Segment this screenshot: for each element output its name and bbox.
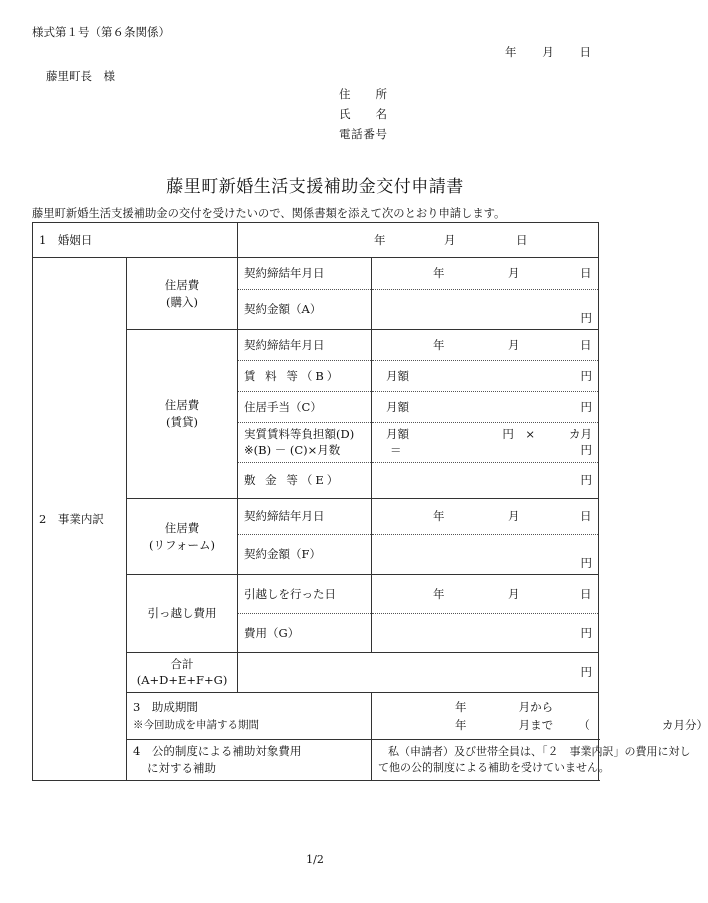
page-number: 1/2 xyxy=(306,853,324,866)
phone-field[interactable] xyxy=(339,126,387,142)
public-aid-label xyxy=(127,740,372,781)
actual-equals: ＝ xyxy=(390,442,402,457)
moving-month: 月 xyxy=(508,586,520,601)
rental-contract-date-label: 契約締結年月日 xyxy=(238,330,372,361)
actual-burden-label xyxy=(238,423,372,463)
rent-yen: 円 xyxy=(580,368,593,383)
public-aid-text-line1: 私（申請者）及び世帯全員は、「２ 事業内訳」の費用に対し xyxy=(388,744,691,758)
allowance-monthly-label: 月額 xyxy=(386,399,410,414)
total-yen: 円 xyxy=(580,665,593,680)
public-aid-text-line2: て他の公的制度による補助を受けていません。 xyxy=(378,761,610,774)
public-aid-label-line1: 4 公的制度による補助対象費用 xyxy=(133,743,302,758)
period-paren-close: カ月分） xyxy=(661,718,708,732)
rent-input[interactable] xyxy=(372,361,599,392)
address-label: 住 所 xyxy=(339,87,387,101)
period-label-line2: ※今回助成を申請する期間 xyxy=(133,718,259,731)
name-label: 氏 名 xyxy=(339,107,387,121)
moving-date-input[interactable] xyxy=(372,575,599,614)
total-input[interactable] xyxy=(238,653,599,693)
reform-day: 日 xyxy=(580,509,592,524)
purchase-day: 日 xyxy=(580,266,592,281)
purchase-contract-date-input[interactable] xyxy=(372,258,599,290)
actual-burden-label-line1: 実質賃料等負担額(D) xyxy=(244,426,355,441)
rent-monthly-label: 月額 xyxy=(386,368,410,383)
period-to-month: 月まで xyxy=(518,718,554,732)
public-aid-statement xyxy=(372,740,691,781)
period-input[interactable] xyxy=(372,693,708,740)
reform-label xyxy=(127,499,238,575)
period-to-year: 年 xyxy=(455,718,467,732)
purchase-year: 年 xyxy=(433,266,445,281)
actual-burden-label-line2: ※(B) － (C)×月数 xyxy=(244,442,341,457)
moving-label: 引っ越し費用 xyxy=(127,575,238,653)
moving-cost-yen: 円 xyxy=(580,625,593,640)
name-field[interactable] xyxy=(339,106,387,122)
period-label-line1: 3 助成期間 xyxy=(133,700,198,715)
moving-day: 日 xyxy=(580,586,592,601)
public-aid-label-line2: に対する補助 xyxy=(147,761,216,775)
moving-date-label: 引越しを行った日 xyxy=(238,575,372,614)
actual-times: 円 × xyxy=(502,426,536,441)
marriage-year: 年 xyxy=(374,232,386,247)
reform-contract-date-input[interactable] xyxy=(372,499,599,535)
purchase-contract-date-row xyxy=(33,258,599,290)
moving-cost-input[interactable] xyxy=(372,614,599,653)
reform-amount-yen: 円 xyxy=(580,556,593,571)
rent-label: 賃 料 等（B） xyxy=(238,361,372,392)
page-title: 藤里町新婚生活支援補助金交付申請書 xyxy=(166,177,464,197)
date-day-label: 日 xyxy=(579,45,591,59)
allowance-yen: 円 xyxy=(580,399,593,414)
actual-monthly-label: 月額 xyxy=(386,426,410,441)
intro-text: 藤里町新婚生活支援補助金の交付を受けたいので、関係書類を添えて次のとおり申請します。 xyxy=(32,207,506,220)
deposit-label: 敷 金 等（E） xyxy=(238,463,372,499)
rental-month: 月 xyxy=(508,337,520,352)
reform-contract-date-label: 契約締結年月日 xyxy=(238,499,372,535)
period-paren-open: （ xyxy=(578,718,590,732)
reform-month: 月 xyxy=(508,509,520,524)
actual-months: カ月 xyxy=(569,426,593,441)
addressee: 藤里町長 様 xyxy=(46,69,115,83)
date-year-label: 年 xyxy=(505,45,517,59)
reform-amount-label: 契約金額（F） xyxy=(238,535,372,575)
form-number: 様式第１号（第６条関係） xyxy=(32,25,170,39)
purchase-label-line2: (購入) xyxy=(166,294,198,309)
rental-day: 日 xyxy=(580,337,592,352)
purchase-contract-date-label: 契約締結年月日 xyxy=(238,258,372,290)
rental-label-line1: 住居費 xyxy=(164,398,200,413)
purchase-amount-label: 契約金額（A） xyxy=(238,290,372,330)
reform-amount-input[interactable] xyxy=(372,535,599,575)
total-label-line1: 合計 xyxy=(170,656,194,671)
rental-year: 年 xyxy=(433,337,445,352)
moving-cost-label: 費用（G） xyxy=(238,614,372,653)
marriage-date-input[interactable] xyxy=(238,223,599,258)
rental-label xyxy=(127,330,238,499)
allowance-label: 住居手当（C） xyxy=(238,392,372,423)
phone-label: 電話番号 xyxy=(339,127,387,141)
deposit-input[interactable] xyxy=(372,463,599,499)
period-from-year: 年 xyxy=(455,699,467,714)
purchase-label xyxy=(127,258,238,330)
marriage-day: 日 xyxy=(516,232,528,247)
actual-yen: 円 xyxy=(580,442,593,457)
period-from-month: 月から xyxy=(518,699,554,714)
allowance-input[interactable] xyxy=(372,392,599,423)
application-date xyxy=(505,44,591,60)
address-field[interactable] xyxy=(339,86,387,102)
rental-label-line2: (賃貸) xyxy=(166,415,198,429)
moving-year: 年 xyxy=(433,586,445,601)
purchase-label-line1: 住居費 xyxy=(164,277,200,292)
marriage-month: 月 xyxy=(444,232,456,247)
date-month-label: 月 xyxy=(542,45,554,59)
period-label xyxy=(127,693,372,740)
reform-year: 年 xyxy=(433,509,445,524)
total-label-line2: (A+D+E+F+G) xyxy=(136,672,228,687)
actual-burden-input[interactable] xyxy=(372,423,599,463)
project-label: 2 事業内訳 xyxy=(33,258,127,781)
marriage-date-label: 1 婚姻日 xyxy=(33,223,238,258)
total-label xyxy=(127,653,238,693)
reform-label-line1: 住居費 xyxy=(164,520,200,535)
purchase-amount-yen: 円 xyxy=(580,311,593,326)
application-table xyxy=(32,222,708,781)
purchase-amount-input[interactable] xyxy=(372,290,599,330)
reform-label-line2: (リフォーム) xyxy=(149,537,215,552)
marriage-date-row xyxy=(33,223,599,258)
deposit-yen: 円 xyxy=(580,473,593,488)
rental-contract-date-input[interactable] xyxy=(372,330,599,361)
purchase-month: 月 xyxy=(508,266,520,281)
